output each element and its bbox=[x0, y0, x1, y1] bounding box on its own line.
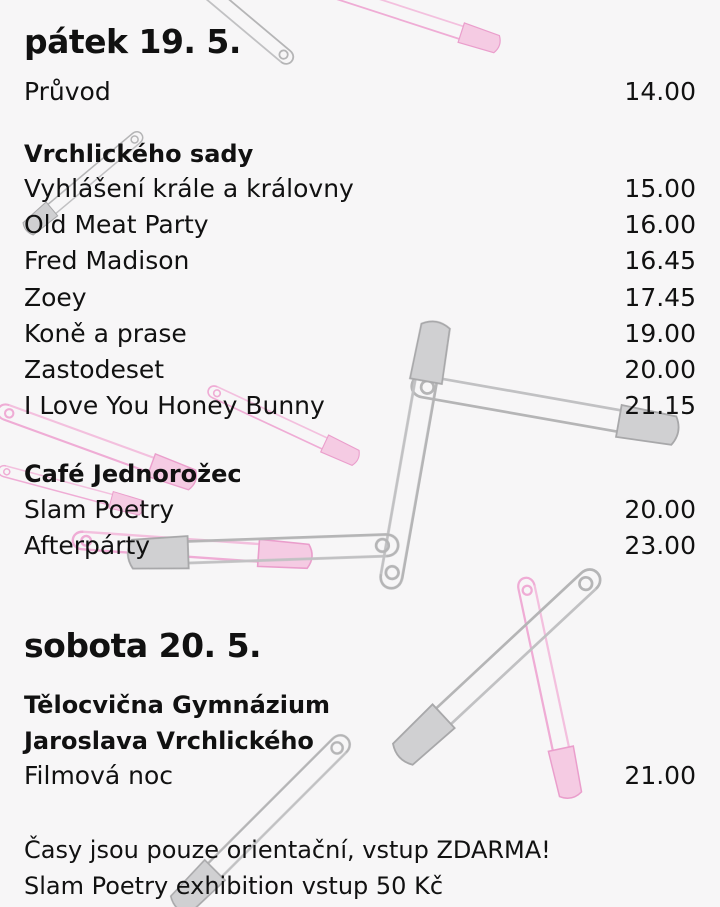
venue-title: Tělocvična Gymnázium bbox=[24, 691, 331, 719]
event-time: 16.00 bbox=[624, 210, 696, 239]
event-name: Vyhlášení krále a královny bbox=[24, 174, 354, 203]
event-time: 14.00 bbox=[624, 77, 696, 106]
event-row bbox=[24, 207, 696, 243]
event-name: Old Meat Party bbox=[24, 210, 209, 239]
venue-title: Jaroslava Vrchlického bbox=[24, 727, 314, 755]
event-time: 17.45 bbox=[624, 283, 696, 312]
venue-title: Vrchlického sady bbox=[24, 140, 254, 168]
event-name: Filmová noc bbox=[24, 761, 174, 790]
event-name: I Love You Honey Bunny bbox=[24, 391, 325, 420]
event-time: 15.00 bbox=[624, 174, 696, 203]
venue-title: Café Jednorožec bbox=[24, 460, 242, 488]
event-name: Afterpárty bbox=[24, 531, 151, 560]
day-title-saturday: sobota 20. 5. bbox=[24, 626, 262, 665]
event-row bbox=[24, 280, 696, 316]
day-title-friday: pátek 19. 5. bbox=[24, 22, 241, 61]
event-name: Zoey bbox=[24, 283, 87, 312]
event-time: 20.00 bbox=[624, 355, 696, 384]
event-row bbox=[24, 352, 696, 388]
event-row bbox=[24, 316, 696, 352]
event-row bbox=[24, 528, 696, 564]
event-time: 21.15 bbox=[624, 391, 696, 420]
event-row bbox=[24, 388, 696, 424]
event-time: 21.00 bbox=[624, 761, 696, 790]
event-time: 19.00 bbox=[624, 319, 696, 348]
event-time: 20.00 bbox=[624, 495, 696, 524]
event-name: Fred Madison bbox=[24, 246, 190, 275]
event-row bbox=[24, 758, 696, 794]
event-row bbox=[24, 74, 696, 110]
info-note: Slam Poetry exhibition vstup 50 Kč bbox=[24, 872, 444, 900]
event-time: 16.45 bbox=[624, 246, 696, 275]
event-row bbox=[24, 243, 696, 279]
event-name: Koně a prase bbox=[24, 319, 187, 348]
event-row bbox=[24, 492, 696, 528]
info-note: Časy jsou pouze orientační, vstup ZDARMA! bbox=[24, 836, 551, 864]
event-row bbox=[24, 171, 696, 207]
event-name: Slam Poetry bbox=[24, 495, 175, 524]
event-name: Průvod bbox=[24, 77, 111, 106]
event-name: Zastodeset bbox=[24, 355, 165, 384]
event-time: 23.00 bbox=[624, 531, 696, 560]
